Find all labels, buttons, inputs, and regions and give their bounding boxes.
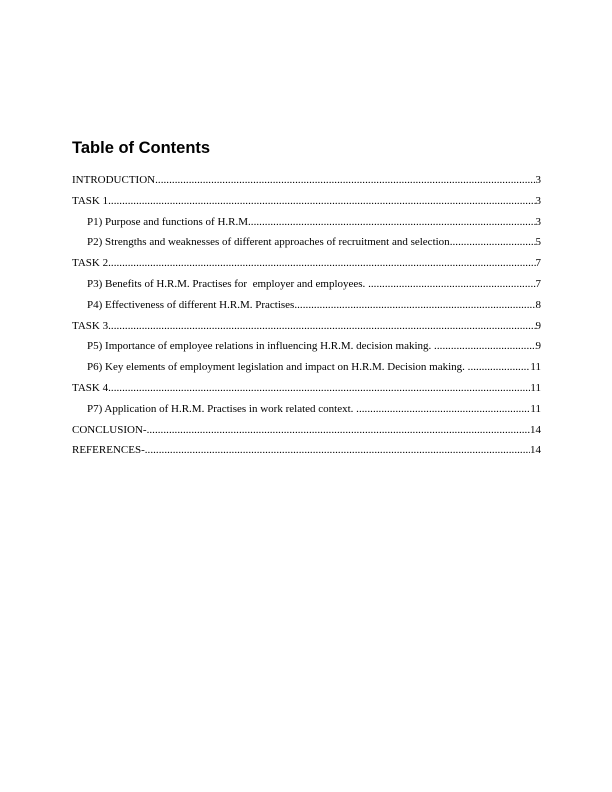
toc-entry-label: TASK 1 [72, 194, 109, 207]
toc-dot-leader [450, 234, 536, 250]
toc-entry-label: P1) Purpose and functions of H.R.M. [87, 215, 251, 228]
toc-title: Table of Contents [72, 139, 211, 157]
toc-entry-label: P6) Key elements of employment legislation and impact on H.R.M. Decision making. [87, 361, 468, 374]
toc-page-number: 8 [535, 298, 541, 311]
toc-dot-leader [294, 297, 535, 313]
toc-page-number: 14 [530, 423, 541, 436]
toc-page-number: 14 [530, 444, 541, 457]
toc-page-number: 5 [535, 236, 541, 249]
toc-dot-leader [155, 172, 535, 188]
toc-entry-label: P2) Strengths and weaknesses of different approaches of recruitment and selection [87, 236, 450, 249]
toc-entry-p1[interactable] [72, 214, 541, 235]
toc-entry-label: P4) Effectiveness of different H.R.M. Practises [87, 298, 295, 311]
toc-entry-p5[interactable] [72, 338, 541, 359]
toc-dot-leader [368, 276, 535, 292]
toc-entry-references[interactable] [72, 442, 541, 463]
toc-entry-p4[interactable] [72, 297, 541, 318]
toc-page-number: 7 [535, 257, 541, 270]
toc-entry-task-4[interactable] [72, 380, 541, 401]
toc-page-number: 3 [535, 194, 541, 207]
toc-entry-label: P3) Benefits of H.R.M. Practises for employer and employees. [87, 277, 369, 290]
toc-page-number: 11 [530, 381, 541, 394]
toc-entry-label: CONCLUSION- [72, 423, 147, 436]
toc-dot-leader [468, 359, 531, 375]
toc-entry-task-2[interactable] [72, 255, 541, 276]
toc-page-number: 9 [535, 340, 541, 353]
toc-entry-label: TASK 3 [72, 319, 109, 332]
toc-entry-p7[interactable] [72, 401, 541, 422]
toc-dot-leader [108, 193, 535, 209]
toc-page-number: 11 [530, 402, 541, 415]
toc-dot-leader [145, 442, 530, 458]
toc-dot-leader [147, 422, 530, 438]
toc-dot-leader [108, 255, 535, 271]
toc-page-number: 7 [535, 277, 541, 290]
toc-list [72, 172, 541, 463]
toc-dot-leader [108, 318, 535, 334]
toc-entry-label: P5) Importance of employee relations in influencing H.R.M. decision making. [87, 340, 435, 353]
toc-dot-leader [251, 214, 536, 230]
toc-entry-label: REFERENCES- [72, 444, 145, 457]
toc-page-number: 11 [530, 361, 541, 374]
toc-entry-p3[interactable] [72, 276, 541, 297]
toc-entry-label: TASK 2 [72, 257, 109, 270]
toc-dot-leader [434, 338, 535, 354]
toc-entry-task-3[interactable] [72, 318, 541, 339]
toc-page-number: 3 [535, 215, 541, 228]
toc-entry-task-1[interactable] [72, 193, 541, 214]
toc-entry-p2[interactable] [72, 234, 541, 255]
toc-entry-label: INTRODUCTION [72, 174, 156, 186]
toc-entry-p6[interactable] [72, 359, 541, 380]
toc-entry-label: TASK 4 [72, 381, 109, 394]
toc-entry-conclusion[interactable] [72, 422, 541, 443]
toc-entry-label: P7) Application of H.R.M. Practises in work related context. [87, 402, 357, 415]
toc-dot-leader [356, 401, 530, 417]
toc-entry-introduction[interactable] [72, 172, 541, 193]
toc-page-number: 3 [535, 174, 541, 186]
toc-page-number: 9 [535, 319, 541, 332]
toc-dot-leader [108, 380, 530, 396]
